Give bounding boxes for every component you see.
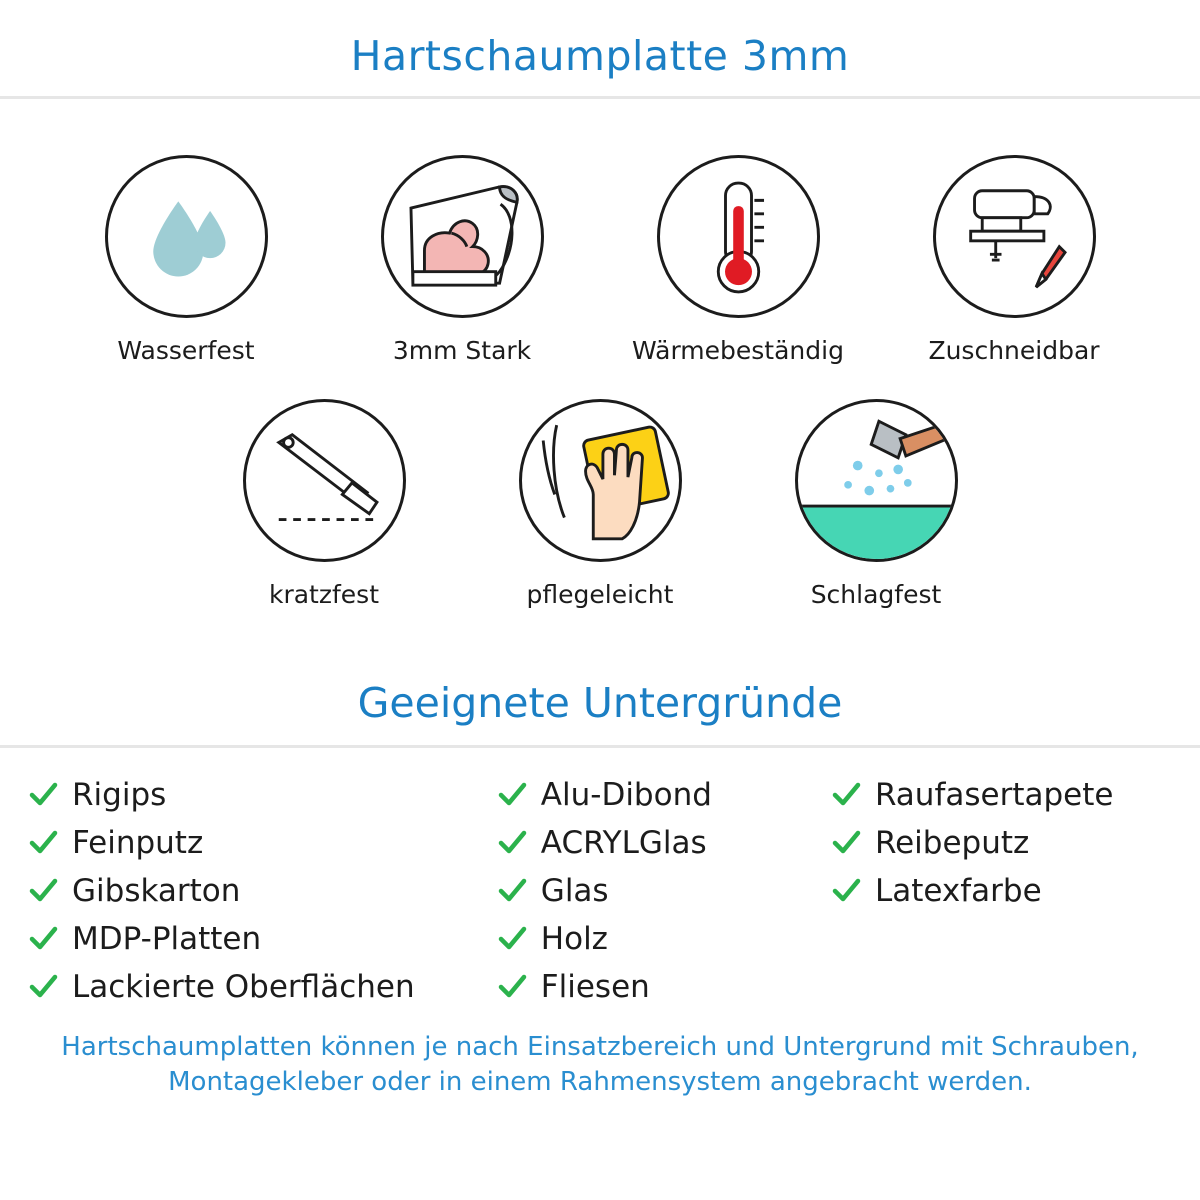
check-icon bbox=[831, 876, 861, 906]
check-icon bbox=[497, 780, 527, 810]
cleaning-hand-cloth-icon bbox=[519, 399, 682, 562]
list-item-label: Glas bbox=[540, 872, 609, 909]
substrates-column-2 bbox=[497, 774, 831, 1008]
feature-row-1 bbox=[0, 155, 1200, 365]
list-item bbox=[497, 822, 831, 864]
list-item bbox=[497, 774, 831, 816]
list-item bbox=[497, 966, 831, 1008]
feature-schlagfest bbox=[766, 399, 986, 609]
list-item bbox=[497, 918, 831, 960]
check-icon bbox=[28, 780, 58, 810]
feature-waermebestaendig bbox=[628, 155, 848, 365]
substrates-divider bbox=[0, 745, 1200, 748]
check-icon bbox=[831, 780, 861, 810]
feature-label: Wärmebeständig bbox=[632, 336, 844, 365]
feature-label: kratzfest bbox=[268, 580, 379, 609]
check-icon bbox=[497, 876, 527, 906]
check-icon bbox=[497, 972, 527, 1002]
list-item bbox=[497, 870, 831, 912]
feature-wasserfest bbox=[76, 155, 296, 365]
feature-label: Zuschneidbar bbox=[928, 336, 1100, 365]
check-icon bbox=[497, 924, 527, 954]
list-item bbox=[28, 822, 497, 864]
list-item-label: Latexfarbe bbox=[874, 872, 1042, 909]
list-item-label: Raufasertapete bbox=[874, 776, 1114, 813]
thermometer-icon bbox=[657, 155, 820, 318]
feature-label: Schlagfest bbox=[810, 580, 942, 609]
list-item-label: Alu-Dibond bbox=[540, 776, 712, 813]
list-item bbox=[831, 870, 1190, 912]
list-item-label: Feinputz bbox=[72, 824, 204, 861]
check-icon bbox=[28, 924, 58, 954]
feature-zuschneidbar bbox=[904, 155, 1124, 365]
list-item-label: Gibskarton bbox=[72, 872, 241, 909]
feature-label: pflegeleicht bbox=[526, 580, 674, 609]
list-item-label: Fliesen bbox=[540, 968, 650, 1005]
check-icon bbox=[28, 828, 58, 858]
feature-label: 3mm Stark bbox=[392, 336, 532, 365]
feature-3mm-stark bbox=[352, 155, 572, 365]
water-drops-icon bbox=[105, 155, 268, 318]
check-icon bbox=[497, 828, 527, 858]
list-item-label: MDP-Platten bbox=[72, 920, 262, 957]
list-item-label: Reibeputz bbox=[874, 824, 1030, 861]
list-item bbox=[831, 774, 1190, 816]
list-item bbox=[28, 918, 497, 960]
list-item bbox=[28, 966, 497, 1008]
strong-arm-icon bbox=[381, 155, 544, 318]
check-icon bbox=[831, 828, 861, 858]
list-item bbox=[28, 774, 497, 816]
feature-label: Wasserfest bbox=[117, 336, 255, 365]
footer-note: Hartschaumplatten können je nach Einsatzbereich und Untergrund mit Schrauben, Montagekleber oder in einem Rahmensystem angebracht werden. bbox=[61, 1032, 1139, 1098]
substrates-column-1 bbox=[28, 774, 497, 1008]
check-icon bbox=[28, 972, 58, 1002]
jigsaw-cutter-icon bbox=[933, 155, 1096, 318]
feature-row-2 bbox=[0, 399, 1200, 609]
hammer-impact-icon bbox=[795, 399, 958, 562]
check-icon bbox=[28, 876, 58, 906]
list-item-label: Holz bbox=[540, 920, 608, 957]
feature-kratzfest bbox=[214, 399, 434, 609]
page-title: Hartschaumplatte 3mm bbox=[350, 32, 850, 80]
substrates-heading: Geeignete Untergründe bbox=[357, 679, 843, 727]
knife-scratch-icon bbox=[243, 399, 406, 562]
list-item-label: Rigips bbox=[72, 776, 167, 813]
list-item bbox=[28, 870, 497, 912]
list-item-label: ACRYLGlas bbox=[540, 824, 707, 861]
substrates-column-3 bbox=[831, 774, 1190, 1008]
list-item-label: Lackierte Oberflächen bbox=[72, 968, 415, 1005]
substrates-checklist bbox=[0, 774, 1200, 1008]
feature-pflegeleicht bbox=[490, 399, 710, 609]
list-item bbox=[831, 822, 1190, 864]
title-divider bbox=[0, 96, 1200, 99]
